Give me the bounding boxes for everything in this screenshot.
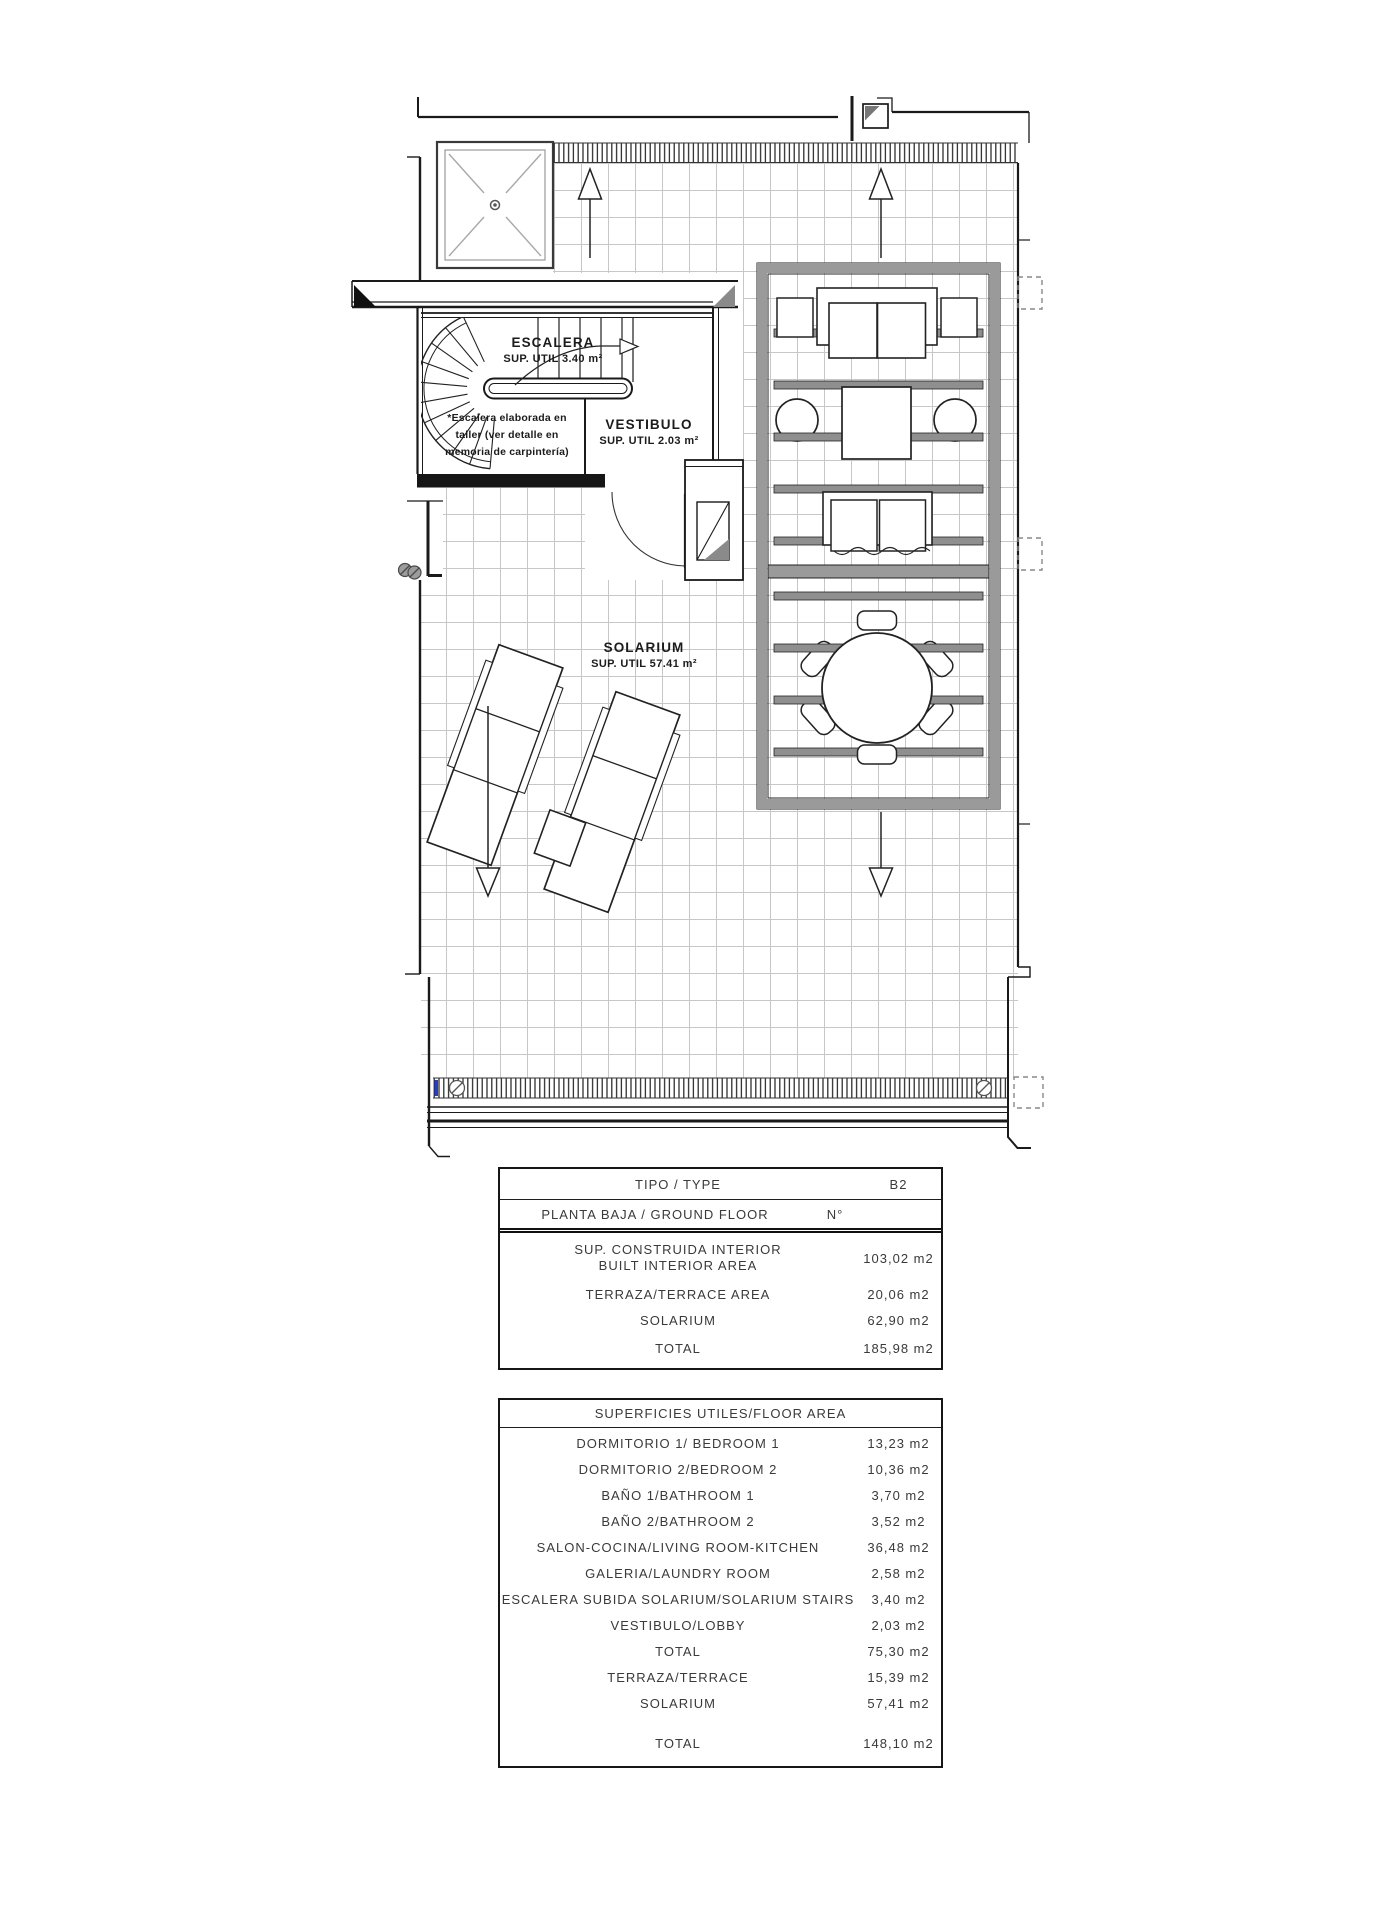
row-label: SOLARIUM xyxy=(640,1695,716,1711)
row-label: SALON-COCINA/LIVING ROOM-KITCHEN xyxy=(536,1539,820,1555)
parapet-stub xyxy=(407,501,443,576)
stair-bottom-wall xyxy=(417,474,605,488)
row-value: 57,41 m2 xyxy=(867,1695,930,1711)
table-row xyxy=(500,1169,941,1200)
table-row xyxy=(500,1456,941,1482)
escalera-area: SUP. UTIL 3.40 m² xyxy=(503,352,603,365)
stair-handrail xyxy=(484,379,632,399)
table-row xyxy=(500,1560,941,1586)
type-value: B2 xyxy=(889,1176,908,1192)
escalera-title: ESCALERA xyxy=(511,335,595,350)
row-value: 36,48 m2 xyxy=(867,1539,930,1555)
row-value: 15,39 m2 xyxy=(867,1669,930,1685)
table-row xyxy=(500,1281,941,1307)
table-row xyxy=(500,1638,941,1664)
row-label: SOLARIUM xyxy=(640,1312,716,1328)
row-value: 20,06 m2 xyxy=(867,1286,930,1302)
door-swing xyxy=(612,492,685,568)
table-row xyxy=(500,1235,941,1281)
total-label: TOTAL xyxy=(655,1735,701,1751)
solarium-title: SOLARIUM xyxy=(603,640,685,655)
table-row xyxy=(500,1307,941,1333)
floor-label: PLANTA BAJA / GROUND FLOOR xyxy=(541,1206,769,1222)
table-row xyxy=(500,1612,941,1638)
row-value: 2,58 m2 xyxy=(871,1565,926,1581)
section-marker-gray xyxy=(713,285,735,307)
row-label: SUP. CONSTRUIDA INTERIOR xyxy=(574,1242,782,1257)
floor-area-table-header: SUPERFICIES UTILES/FLOOR AREA xyxy=(500,1400,941,1428)
row-value: 3,70 m2 xyxy=(871,1487,926,1503)
vestibulo-label xyxy=(599,416,698,448)
railing-hatch-bottom xyxy=(433,1078,1007,1098)
loveseat-icon xyxy=(823,492,932,555)
row-label: VESTIBULO/LOBBY xyxy=(610,1617,746,1633)
row-label: BAÑO 2/BATHROOM 2 xyxy=(601,1513,755,1529)
row-value: 75,30 m2 xyxy=(867,1643,930,1659)
table-row xyxy=(500,1690,941,1716)
floor-area-table xyxy=(498,1398,943,1768)
total-label: TOTAL xyxy=(655,1340,701,1356)
row-value: 10,36 m2 xyxy=(867,1461,930,1477)
row-value: 62,90 m2 xyxy=(867,1312,930,1328)
row-value: 103,02 m2 xyxy=(863,1250,934,1266)
table-row xyxy=(500,1508,941,1534)
type-label: TIPO / TYPE xyxy=(635,1176,721,1192)
duct-shaft xyxy=(685,460,743,580)
blue-marker xyxy=(435,1080,439,1096)
row-label: TOTAL xyxy=(655,1643,701,1659)
solarium-area: SUP. UTIL 57.41 m² xyxy=(591,657,697,670)
row-label: DORMITORIO 1/ BEDROOM 1 xyxy=(576,1435,780,1451)
railing-hatch-top xyxy=(553,143,1018,163)
table-row xyxy=(500,1586,941,1612)
table-row xyxy=(500,1482,941,1508)
row-label: DORMITORIO 2/BEDROOM 2 xyxy=(578,1461,778,1477)
row-value: 2,03 m2 xyxy=(871,1617,926,1633)
table-row xyxy=(500,1430,941,1456)
section-marker-black xyxy=(354,285,376,307)
vestibulo-title: VESTIBULO xyxy=(605,417,693,432)
row-value: 13,23 m2 xyxy=(867,1435,930,1451)
chimney-icon xyxy=(863,104,888,128)
solarium-label xyxy=(591,639,697,671)
vestibulo-area: SUP. UTIL 2.03 m² xyxy=(599,434,699,447)
built-area-table xyxy=(498,1167,943,1370)
row-label: TERRAZA/TERRACE xyxy=(607,1669,749,1685)
table-row xyxy=(500,1200,941,1233)
total-value: 148,10 m2 xyxy=(863,1735,934,1751)
table-row xyxy=(500,1664,941,1690)
escalera-label xyxy=(503,334,602,366)
stair-note: *Escalera elaborada en taller (ver detalle en memoria de carpintería) xyxy=(445,412,569,458)
socket-symbol xyxy=(399,564,422,580)
row-label: GALERIA/LAUNDRY ROOM xyxy=(585,1565,771,1581)
terrace-edge xyxy=(427,1107,1007,1128)
skylight xyxy=(437,142,553,268)
row-label: TERRAZA/TERRACE AREA xyxy=(585,1286,771,1302)
row-label: BAÑO 1/BATHROOM 1 xyxy=(601,1487,755,1503)
total-value: 185,98 m2 xyxy=(863,1340,934,1356)
row-label: ESCALERA SUBIDA SOLARIUM/SOLARIUM STAIRS xyxy=(501,1591,855,1607)
row-value: 3,40 m2 xyxy=(871,1591,926,1607)
table-total-row xyxy=(500,1333,941,1363)
table-total-row xyxy=(500,1728,941,1758)
stair-landing-band xyxy=(352,281,738,307)
row-label: BUILT INTERIOR AREA xyxy=(598,1258,758,1273)
table-row xyxy=(500,1534,941,1560)
coffee-table-icon xyxy=(842,387,911,459)
row-value: 3,52 m2 xyxy=(871,1513,926,1529)
number-label: N° xyxy=(826,1206,844,1222)
